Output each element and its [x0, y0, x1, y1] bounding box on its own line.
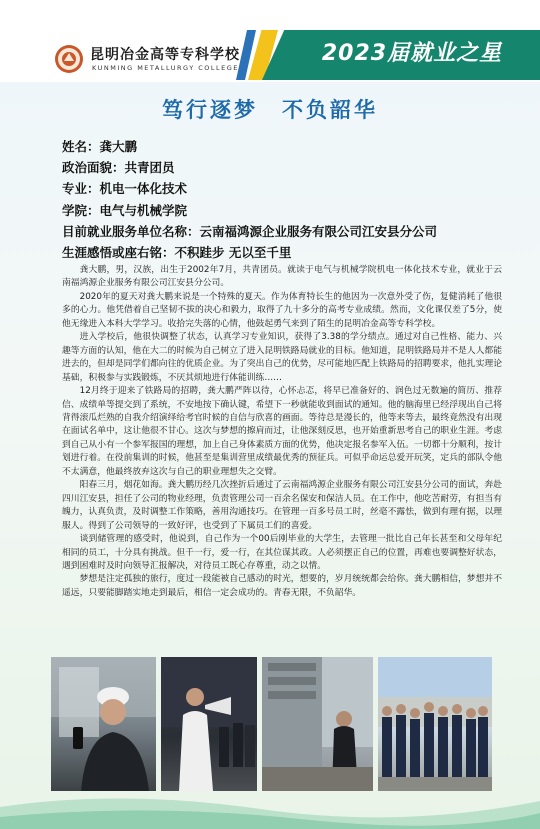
biography-paragraph: 梦想是注定孤独的旅行，度过一段能被自己感动的时光，想要的，岁月统统都会给你。龚大鹏相信，梦想并不遥远，只要能脚踏实地走到最后，相信一定会成功的。青春无限，不负韶华。	[62, 574, 502, 598]
biography-paragraph: 12月终于迎来了铁路局的招聘，龚大鹏严阵以待，心怀忐忑，将早已准备好的、润色过无数遍的简历、推荐信、成绩单等提交到了系统，不安地按下确认键，希望下一秒就能收到面试的通知。他的脑海里已经浮现出自己将背得滚瓜烂熟的自我介绍演绎给考官时候的自信与欣喜的画面。等待总是漫长的，他等来等去，最终竟然没有出现在面试名单中，这让他很不甘心。这次与梦想的擦肩而过，让他深刻反思，也开始重新思考自己的职业生涯。考虑到自己从小有一个参军报国的理想，加上自己身体素质方面的优势，他决定报名参军入伍。一切都十分顺利，按计划进行着。在役前集训的时候，他甚至是集训营里成绩最优秀的预征兵。可似乎命运总爱开玩笑，定兵的部队令他不太满意，他最终放弃这次与自己的职业理想失之交臂。	[62, 386, 502, 477]
profile-college: 学院：电气与机械学院	[62, 202, 188, 218]
biography-paragraph: 进入学校后，他很快调整了状态，认真学习专业知识，获得了3.38的学分绩点。通过对自己性格、能力、兴趣等方面的认知，他在大二的时候为自己树立了进入昆明铁路局就业的目标。他知道，昆明铁路局并不是人人都能进去的，但却是同学们都向往的优质企业。为了突出自己的优势，尽可能地匹配上铁路局的招聘要求，他扎实理论基础，积极参与实践锻炼，不厌其烦地进行体能训练……	[62, 332, 502, 383]
biography-paragraph: 龚大鹏，男，汉族，出生于2002年7月，共青团员。就读于电气与机械学院机电一体化技术专业，就业于云南福鸿源企业服务有限公司江安县分公司。	[62, 265, 502, 289]
profile-major: 专业：机电一体化技术	[62, 181, 188, 197]
school-logo-icon	[54, 44, 84, 74]
bottom-wave-decoration	[0, 789, 540, 829]
photo-strip	[51, 657, 492, 791]
profile-motto: 生涯感悟或座右铭：不积跬步 无以至千里	[62, 244, 292, 260]
profile-info	[62, 136, 522, 263]
page-headline: 笃行逐梦 不负韶华	[162, 98, 378, 122]
profile-name: 姓名：龚大鹏	[62, 139, 138, 154]
biography-paragraph: 2020年的夏天对龚大鹏来说是一个特殊的夏天。作为体育特长生的他因为一次意外受了伤，复健消耗了他很多的心力。他凭借着自己坚韧不拔的决心和毅力，取得了九十多分的高考专业成绩。然而，文化课仅差了5分，使他无缘进入本科大学学习。收拾完失落的心情，他鼓起勇气来到了陌生的昆明冶金高等专科学校。	[62, 291, 502, 329]
page-header	[0, 0, 540, 82]
photo-worker-helmet	[51, 657, 156, 791]
biography-paragraph: 谈到储管理的感受时，他说到，自己作为一个00后刚毕业的大学生，去管理一批比自己年长甚至和父母年纪相同的员工，十分具有挑战。但千一行，爱一行，在其位谋其政。人必须摆正自己的位置，再难也要调整好状态，遇到困难时及时向领导汇报解决，对待员工既心存尊重，动之以情。	[62, 534, 502, 571]
photo-security-team	[378, 657, 492, 791]
banner-title: 2023届就业之星	[321, 41, 503, 66]
profile-employer: 目前就业服务单位名称：云南福鸿源企业服务有限公司江安县分公司	[62, 223, 438, 239]
biography-text	[62, 264, 502, 600]
photo-factory	[262, 657, 373, 791]
biography-paragraph: 阳春三月，烟花如海。龚大鹏历经几次挫折后通过了云南福鸿源企业服务有限公司江安县分公司的面试，奔赴四川江安县，担任了公司的物业经理，负责管理公司一百余名保安和保洁人员。在工作中，他吃苦耐劳，有担当有魄力，认真负责，及时调整工作策略，善用沟通技巧。在管理一百多号员工时，丝毫不露怯，做到有理有据，以理服人。得到了公司领导的一致好评，也受到了下属员工们的喜爱。	[62, 480, 502, 531]
photo-megaphone	[161, 657, 257, 791]
profile-politics: 政治面貌：共青团员	[62, 160, 175, 176]
school-name-cn: 昆明冶金高等专科学校	[90, 47, 240, 63]
school-name-en: KUNMING METALLURGY COLLEGE	[92, 64, 239, 72]
